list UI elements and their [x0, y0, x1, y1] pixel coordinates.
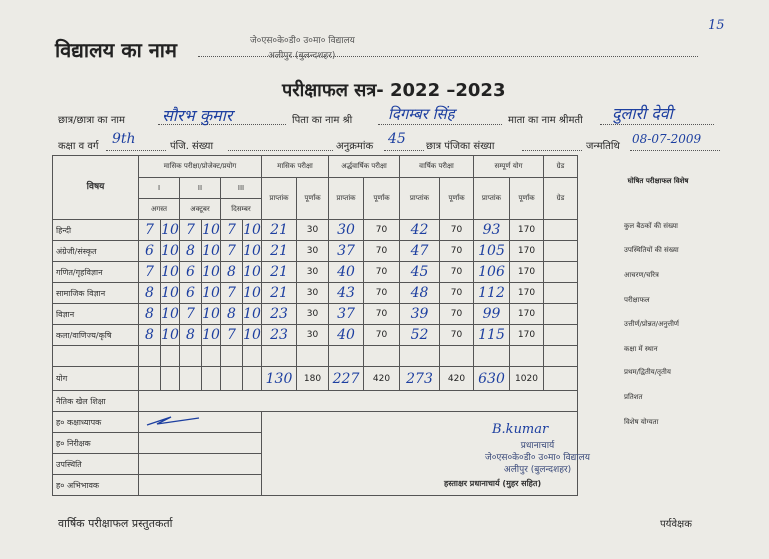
me-score: 23	[262, 304, 297, 325]
test-2-score: 6	[180, 283, 202, 304]
mother-name: दुलारी देवी	[612, 104, 673, 123]
remark-meetings: कुल बैठकों की संख्या	[624, 222, 678, 230]
test-2-max: 10	[202, 262, 221, 283]
remark-class-rank: कक्षा में स्थान	[624, 345, 658, 353]
an-total-max: 420	[440, 367, 474, 391]
test-3-score: 7	[221, 325, 243, 346]
an-max: 70	[440, 325, 474, 346]
test-3-max: 10	[243, 325, 262, 346]
dob-value: 08-07-2009	[632, 132, 702, 146]
me-score: 21	[262, 283, 297, 304]
grade-cell	[544, 283, 578, 304]
subject-header: विषय	[53, 156, 139, 220]
total-row	[53, 367, 578, 391]
teacher-signature	[145, 414, 205, 428]
me-max: 30	[297, 262, 329, 283]
moral-education-label: नैतिक खेल शिक्षा	[53, 391, 139, 412]
hy-total-max: 420	[364, 367, 400, 391]
hy-max: 70	[364, 220, 400, 241]
attendance-label: उपस्थिति	[53, 454, 139, 475]
grade-cell	[544, 262, 578, 283]
me-max: 30	[297, 325, 329, 346]
month-october: अक्टूबर	[180, 199, 221, 220]
table-row	[53, 241, 578, 262]
hy-score: 37	[329, 304, 364, 325]
test-2-score: 7	[180, 220, 202, 241]
grade-header: ग्रेड	[544, 156, 578, 178]
tot-obtained-header: प्राप्तांक	[474, 178, 510, 220]
test-1-score: 8	[139, 283, 161, 304]
hy-score: 40	[329, 325, 364, 346]
tot-score: 112	[474, 283, 510, 304]
inspector-label: ह० निरीक्षक	[53, 433, 139, 454]
subject-name: विज्ञान	[53, 304, 139, 325]
principal-signature: B.kumar	[492, 422, 549, 437]
hy-score: 43	[329, 283, 364, 304]
me-total-max: 180	[297, 367, 329, 391]
class-label: कक्षा व वर्ग	[58, 141, 99, 152]
test-1-score: 7	[139, 262, 161, 283]
table-row	[53, 220, 578, 241]
test-1-score: 7	[139, 220, 161, 241]
remark-percentage: प्रतिशत	[624, 393, 643, 401]
me-score: 21	[262, 220, 297, 241]
stamp-role: प्रधानाचार्य	[520, 441, 555, 451]
half-yearly-header: अर्द्धवार्षिक परीक्षा	[329, 156, 400, 178]
hy-max: 70	[364, 325, 400, 346]
me-max: 30	[297, 220, 329, 241]
tot-max: 170	[510, 262, 544, 283]
an-max: 70	[440, 283, 474, 304]
tot-score: 105	[474, 241, 510, 262]
period-3: III	[221, 178, 262, 199]
tot-max-header: पूर्णांक	[510, 178, 544, 220]
an-score: 42	[400, 220, 440, 241]
test-3-score: 7	[221, 241, 243, 262]
test-3-max: 10	[243, 304, 262, 325]
hy-max: 70	[364, 262, 400, 283]
me-total: 130	[262, 367, 297, 391]
guardian-label: ह० अभिभावक	[53, 475, 139, 496]
grand-total: 630	[474, 367, 510, 391]
test-3-max: 10	[243, 241, 262, 262]
table-row	[53, 304, 578, 325]
me-max: 30	[297, 304, 329, 325]
me-obtained-header: प्राप्तांक	[262, 178, 297, 220]
tot-score: 99	[474, 304, 510, 325]
month-december: दिसम्बर	[221, 199, 262, 220]
roll-label: अनुक्रमांक	[336, 141, 374, 152]
test-1-score: 8	[139, 304, 161, 325]
hy-total: 227	[329, 367, 364, 391]
an-total: 273	[400, 367, 440, 391]
me-score: 21	[262, 262, 297, 283]
remark-result: परीक्षाफल	[624, 296, 650, 304]
total-header: सम्पूर्ण योग	[474, 156, 544, 178]
register-label: पंजि. संख्या	[170, 141, 214, 152]
tot-max: 170	[510, 220, 544, 241]
principal-caption: हस्ताक्षर प्रधानाचार्य (मुहर सहित)	[444, 479, 542, 488]
an-score: 47	[400, 241, 440, 262]
footer-presenter: वार्षिक परीक्षाफल प्रस्तुतकर्ता	[58, 517, 173, 530]
hy-max: 70	[364, 283, 400, 304]
father-name: दिगम्बर सिंह	[388, 105, 455, 123]
test-2-score: 7	[180, 304, 202, 325]
test-2-max: 10	[202, 220, 221, 241]
test-3-score: 8	[221, 262, 243, 283]
tot-max: 170	[510, 283, 544, 304]
hy-max: 70	[364, 304, 400, 325]
period-2: II	[180, 178, 221, 199]
hy-max-header: पूर्णांक	[364, 178, 400, 220]
test-2-max: 10	[202, 241, 221, 262]
class-teacher-label: ह० कक्षाध्यापक	[53, 412, 139, 433]
dob-label: जन्मतिथि	[586, 141, 620, 152]
an-max: 70	[440, 262, 474, 283]
an-max: 70	[440, 241, 474, 262]
an-max-header: पूर्णांक	[440, 178, 474, 220]
test-3-max: 10	[243, 283, 262, 304]
table-row	[53, 283, 578, 304]
test-3-max: 10	[243, 262, 262, 283]
tot-score: 115	[474, 325, 510, 346]
grade-cell	[544, 241, 578, 262]
moral-education-row	[53, 391, 578, 412]
an-score: 48	[400, 283, 440, 304]
test-2-score: 6	[180, 262, 202, 283]
session-title: परीक्षाफल सत्र- 2022 –2023	[282, 80, 506, 101]
school-stamp-line2: अलीपुर (बुलन्दशहर)	[268, 51, 336, 61]
grand-total-max: 1020	[510, 367, 544, 391]
class-value: 9th	[112, 131, 136, 147]
period-1: I	[139, 178, 180, 199]
hy-max: 70	[364, 241, 400, 262]
grade-cell	[544, 304, 578, 325]
tot-score: 106	[474, 262, 510, 283]
me-score: 23	[262, 325, 297, 346]
result-header: घोषित परीक्षाफल विशेष	[627, 177, 689, 185]
test-1-max: 10	[161, 220, 180, 241]
test-1-score: 8	[139, 325, 161, 346]
subject-name: हिन्दी	[53, 220, 139, 241]
school-label: विद्यालय का नाम	[55, 38, 177, 62]
test-1-max: 10	[161, 262, 180, 283]
test-3-score: 8	[221, 304, 243, 325]
annual-header: वार्षिक परीक्षा	[400, 156, 474, 178]
subject-name: गणित/गृहविज्ञान	[53, 262, 139, 283]
grade-cell	[544, 220, 578, 241]
subject-name: अंग्रेजी/संस्कृत	[53, 241, 139, 262]
monthly-exam-header: मासिक परीक्षा	[262, 156, 329, 178]
me-max-header: पूर्णांक	[297, 178, 329, 220]
roll-number: 45	[388, 131, 406, 147]
test-1-max: 10	[161, 325, 180, 346]
tot-score: 93	[474, 220, 510, 241]
test-1-max: 10	[161, 283, 180, 304]
grade-cell	[544, 325, 578, 346]
stamp-place: अलीपुर (बुलन्दशहर)	[503, 465, 572, 475]
principal-stamp	[470, 440, 605, 476]
an-score: 39	[400, 304, 440, 325]
father-label: पिता का नाम श्री	[292, 115, 353, 126]
test-1-score: 6	[139, 241, 161, 262]
test-2-score: 8	[180, 241, 202, 262]
total-label: योग	[53, 367, 139, 391]
test-3-max: 10	[243, 220, 262, 241]
table-row	[53, 262, 578, 283]
grade-subheader: ग्रेड	[544, 178, 578, 220]
tot-max: 170	[510, 304, 544, 325]
student-register-label: छात्र पंजिका संख्या	[426, 141, 495, 152]
tot-max: 170	[510, 241, 544, 262]
subject-name: सामाजिक विज्ञान	[53, 283, 139, 304]
mother-label: माता का नाम श्रीमती	[508, 115, 583, 126]
an-score: 52	[400, 325, 440, 346]
stamp-school: जे०एस०के०डी० उ०मा० विद्यालय	[485, 453, 590, 463]
month-august: अगस्त	[139, 199, 180, 220]
class-teacher-sign	[139, 412, 262, 433]
page-number: 15	[708, 18, 725, 33]
test-2-max: 10	[202, 283, 221, 304]
remark-special-ability: विशेष योग्यता	[624, 418, 659, 426]
hy-score: 37	[329, 241, 364, 262]
footer-supervisor: पर्यवेक्षक	[660, 519, 692, 530]
table-row	[53, 325, 578, 346]
student-name: सौरभ कुमार	[162, 106, 233, 125]
blank-row	[53, 346, 578, 367]
test-2-score: 8	[180, 325, 202, 346]
test-1-max: 10	[161, 241, 180, 262]
subject-name: कला/वाणिज्य/कृषि	[53, 325, 139, 346]
test-3-score: 7	[221, 220, 243, 241]
hy-score: 40	[329, 262, 364, 283]
monthly-test-header: मासिक परीक्षा/प्रोजेक्ट/प्रयोग	[139, 156, 262, 178]
me-max: 30	[297, 283, 329, 304]
test-2-max: 10	[202, 325, 221, 346]
student-name-label: छात्र/छात्रा का नाम	[58, 115, 125, 126]
me-score: 21	[262, 241, 297, 262]
school-stamp-line1: जे०एस०के०डी० उ०मा० विद्यालय	[250, 36, 355, 46]
remarks-column	[624, 216, 706, 436]
remark-pass-status: उत्तीर्ण/प्रोन्नत/अनुत्तीर्ण	[624, 320, 679, 328]
remark-division: प्रथम/द्वितीय/तृतीय	[624, 368, 671, 376]
remark-conduct: आचरण/चरित्र	[624, 271, 659, 279]
hy-obtained-header: प्राप्तांक	[329, 178, 364, 220]
remark-attendance: उपस्थितियों की संख्या	[624, 246, 679, 254]
an-score: 45	[400, 262, 440, 283]
hy-score: 30	[329, 220, 364, 241]
an-max: 70	[440, 304, 474, 325]
tot-max: 170	[510, 325, 544, 346]
an-max: 70	[440, 220, 474, 241]
test-3-score: 7	[221, 283, 243, 304]
test-2-max: 10	[202, 304, 221, 325]
an-obtained-header: प्राप्तांक	[400, 178, 440, 220]
test-1-max: 10	[161, 304, 180, 325]
me-max: 30	[297, 241, 329, 262]
